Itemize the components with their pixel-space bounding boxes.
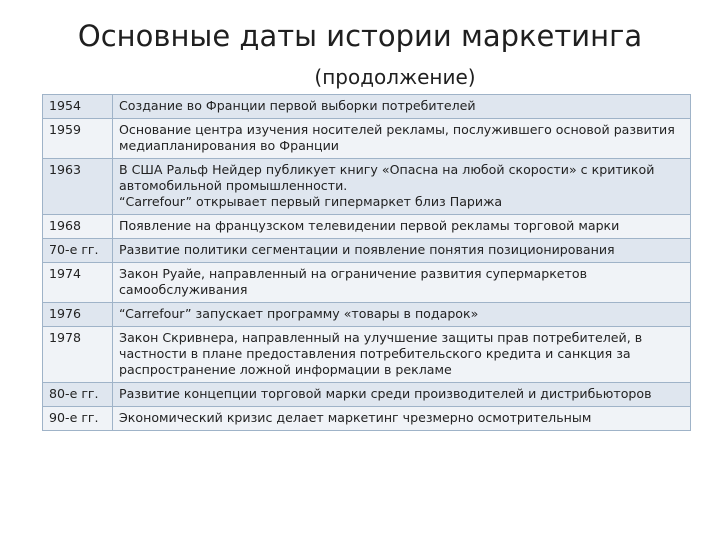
row-date: 1978 <box>43 327 113 383</box>
row-event: Появление на французском телевидении первой рекламы торговой марки <box>113 215 691 239</box>
row-date: 70-е гг. <box>43 239 113 263</box>
row-date: 1963 <box>43 159 113 215</box>
row-event: Развитие концепции торговой марки среди производителей и дистрибьюторов <box>113 383 691 407</box>
timeline-table <box>42 94 691 431</box>
row-event: Создание во Франции первой выборки потребителей <box>113 95 691 119</box>
table-row <box>43 303 691 327</box>
slide-subtitle: (продолжение) <box>314 65 476 89</box>
row-event: В США Ральф Нейдер публикует книгу «Опасна на любой скорости» с критикой автомобильной промышленности. “Carrefour” открывает первый гипермаркет близ Парижа <box>113 159 691 215</box>
slide-title: Основные даты истории маркетинга <box>77 19 643 53</box>
table-row <box>43 263 691 303</box>
row-event: Закон Руайе, направленный на ограничение развития супермаркетов самообслуживания <box>113 263 691 303</box>
row-date: 1974 <box>43 263 113 303</box>
table-row <box>43 215 691 239</box>
row-date: 1954 <box>43 95 113 119</box>
row-date: 1959 <box>43 119 113 159</box>
row-date: 90-е гг. <box>43 407 113 431</box>
table-row <box>43 383 691 407</box>
table-row <box>43 239 691 263</box>
table-row <box>43 119 691 159</box>
row-event: Основание центра изучения носителей рекламы, послужившего основой развития медиапланирования во Франции <box>113 119 691 159</box>
row-event: Закон Скривнера, направленный на улучшение защиты прав потребителей, в частности в плане предоставления потребительского кредита и санкция за распространение ложной информации в рекламе <box>113 327 691 383</box>
row-date: 1976 <box>43 303 113 327</box>
table-row <box>43 159 691 215</box>
table-row <box>43 95 691 119</box>
row-date: 80-е гг. <box>43 383 113 407</box>
table-row <box>43 407 691 431</box>
table-row <box>43 327 691 383</box>
row-event: Развитие политики сегментации и появление понятия позиционирования <box>113 239 691 263</box>
row-event: Экономический кризис делает маркетинг чрезмерно осмотрительным <box>113 407 691 431</box>
row-event: “Carrefour” запускает программу «товары в подарок» <box>113 303 691 327</box>
row-date: 1968 <box>43 215 113 239</box>
